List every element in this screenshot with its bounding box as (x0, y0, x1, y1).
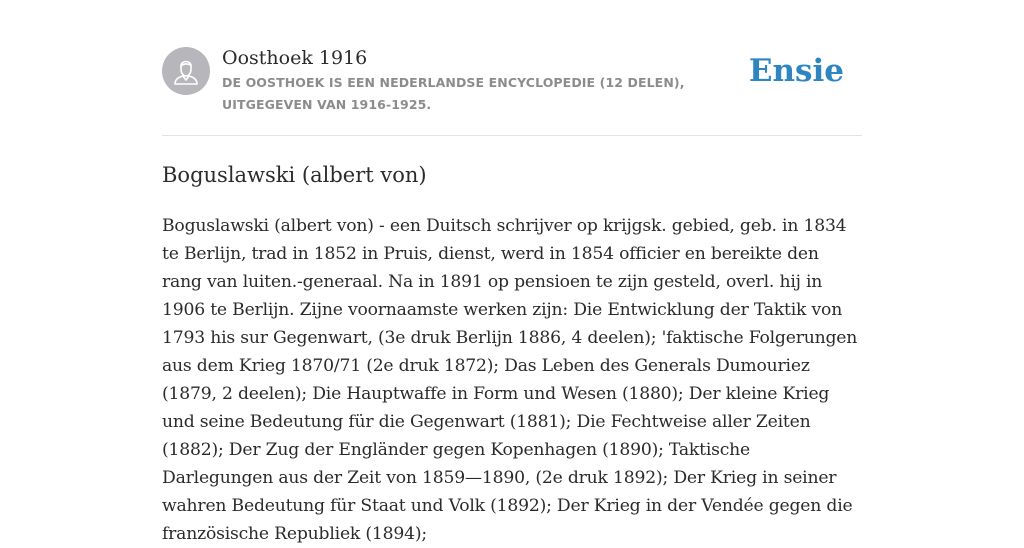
entry-title: Boguslawski (albert von) (162, 163, 427, 187)
source-header (162, 46, 862, 136)
user-silhouette-icon (162, 47, 210, 95)
divider (162, 135, 862, 136)
brand-logo[interactable]: Ensie (748, 53, 844, 89)
source-avatar[interactable] (162, 47, 210, 95)
source-description: DE OOSTHOEK IS EEN NEDERLANDSE ENCYCLOPEDIE (12 DELEN), UITGEGEVEN VAN 1916-1925. (222, 75, 685, 112)
entry-body: Boguslawski (albert von) - een Duitsch schrijver op krijgsk. gebied, geb. in 1834 te Berlijn, trad in 1852 in Pruis, dienst, werd in 1854 officier en bereikte den rang van luiten.-generaal. Na in 1891 op pensioen te zijn gesteld, overl. hij in 1906 te Berlijn. Zijne voornaamste werken zijn: Die Entwicklung der Taktik von 1793 his sur Gegenwart, (3e druk Berlijn 1886, 4 deelen); 'faktische Folgerungen aus dem Krieg 1870/71 (2e druk 1872); Das Leben des Generals Dumouriez (1879, 2 deelen); Die Hauptwaffe in Form und Wesen (1880); Der kleine Krieg und seine Bedeutung für die Gegenwart (1881); Die Fechtweise aller Zeiten (1882); Der Zug der Engländer gegen Kopenhagen (1890); Taktische Darlegungen aus der Zeit von 1859—1890, (2e druk 1892); Der Krieg in seiner wahren Bedeutung für Staat und Volk (1892); Der Krieg in der Vendée gegen die französische Republiek (1894); (162, 216, 858, 544)
source-title[interactable]: Oosthoek 1916 (222, 47, 368, 69)
